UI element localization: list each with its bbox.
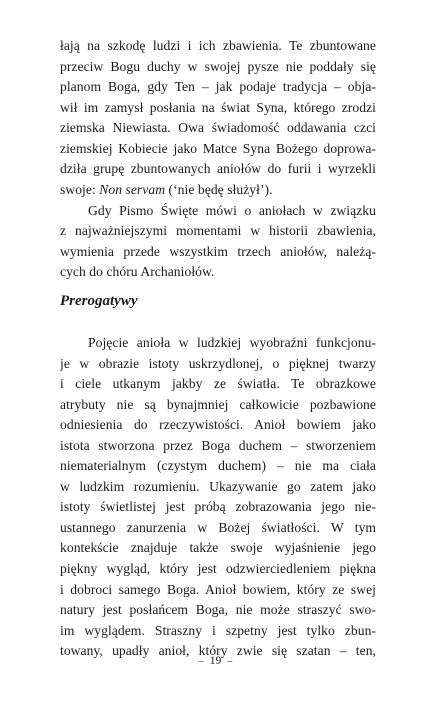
text-line: łają na szkodę ludzi i ich zbawienia. Te zbuntowane	[60, 38, 376, 53]
text-line: w ludzkim rozumieniu. Ukazywanie go zatem jako	[60, 478, 376, 494]
folio-dash-left: –	[198, 656, 204, 667]
text-line: Gdy Pismo Święte mówi o aniołach w związku	[88, 202, 376, 218]
text-line: istoty świetlistej jest próbą zobrazowania jego nie-	[60, 499, 376, 515]
paragraph-prerogatives	[60, 333, 376, 662]
text-line: i dobroci samego Boga. Anioł bowiem, który ze swej	[60, 581, 376, 597]
text-line: Pojęcie anioła w ludzkiej wyobraźni funkcjonu-	[88, 335, 376, 350]
text-line: przeciw Bogu duchy w swojej pysze nie poddały się	[60, 58, 376, 74]
folio-dash-right: –	[227, 656, 233, 667]
paragraph-archangels	[60, 201, 376, 283]
text-line: wymienia przede wszystkim trzech aniołów, należą-	[60, 243, 376, 259]
text-line: niematerialnym (czystym duchem) – nie ma ciała	[60, 458, 376, 474]
text-line: towany, upadły anioł, który zwie się szatan – ten,	[60, 643, 376, 659]
paragraph-continuation	[60, 36, 376, 200]
page-number-value: 19	[209, 655, 222, 667]
text-line: ziemskiej Kobiecie jako Matce Syna Bożego doprowa-	[60, 140, 376, 156]
text-line: z najważniejszymi momentami w historii zbawienia,	[60, 223, 376, 239]
text-line: ziemska Niewiasta. Owa świadomość oddawania czci	[60, 120, 376, 136]
text-line: planom Boga, gdy Ten – jak podaje tradycja – obja-	[60, 79, 376, 95]
section-heading: Prerogatywy	[60, 293, 138, 309]
text-line: dziła grupę zbuntowanych aniołów do furii i wyrzekli	[60, 161, 376, 177]
text-line: odniesienia do rzeczywistości. Anioł bowiem jako	[60, 417, 376, 433]
text-line-last	[60, 180, 376, 201]
text-line: natury jest posłańcem Boga, nie może straszyć swo-	[60, 602, 376, 618]
text-line: cych do chóru Archaniołów.	[60, 264, 215, 280]
text-line: wił im zamysł posłania na świat Syna, którego zrodzi	[60, 99, 376, 115]
text-line: i ciele utkanym jakby ze światła. Te obrazkowe	[60, 376, 376, 392]
text-fragment: (‘nie będę służył’).	[165, 181, 273, 197]
text-line: je w obrazie istoty uskrzydlonej, o pięknej twarzy	[60, 355, 376, 371]
page-number	[0, 654, 431, 669]
text-line: ustannego zanurzenia w Bożej światłości. W tym	[60, 519, 376, 535]
text-line: istota stworzona przez Boga duchem – stworzeniem	[60, 437, 376, 453]
text-line: kontekście znajduje także swoje wyjaśnienie jego	[60, 540, 376, 556]
text-line: piękny wygląd, który jest odzwierciedleniem piękna	[60, 561, 376, 577]
text-line: atrybuty nie są bynajmniej całkowicie pozbawione	[60, 396, 376, 412]
latin-phrase: Non servam	[99, 181, 166, 197]
text-line: im wyglądem. Straszny i szpetny jest tylko zbun-	[60, 622, 376, 638]
text-fragment: swoje:	[60, 181, 100, 197]
